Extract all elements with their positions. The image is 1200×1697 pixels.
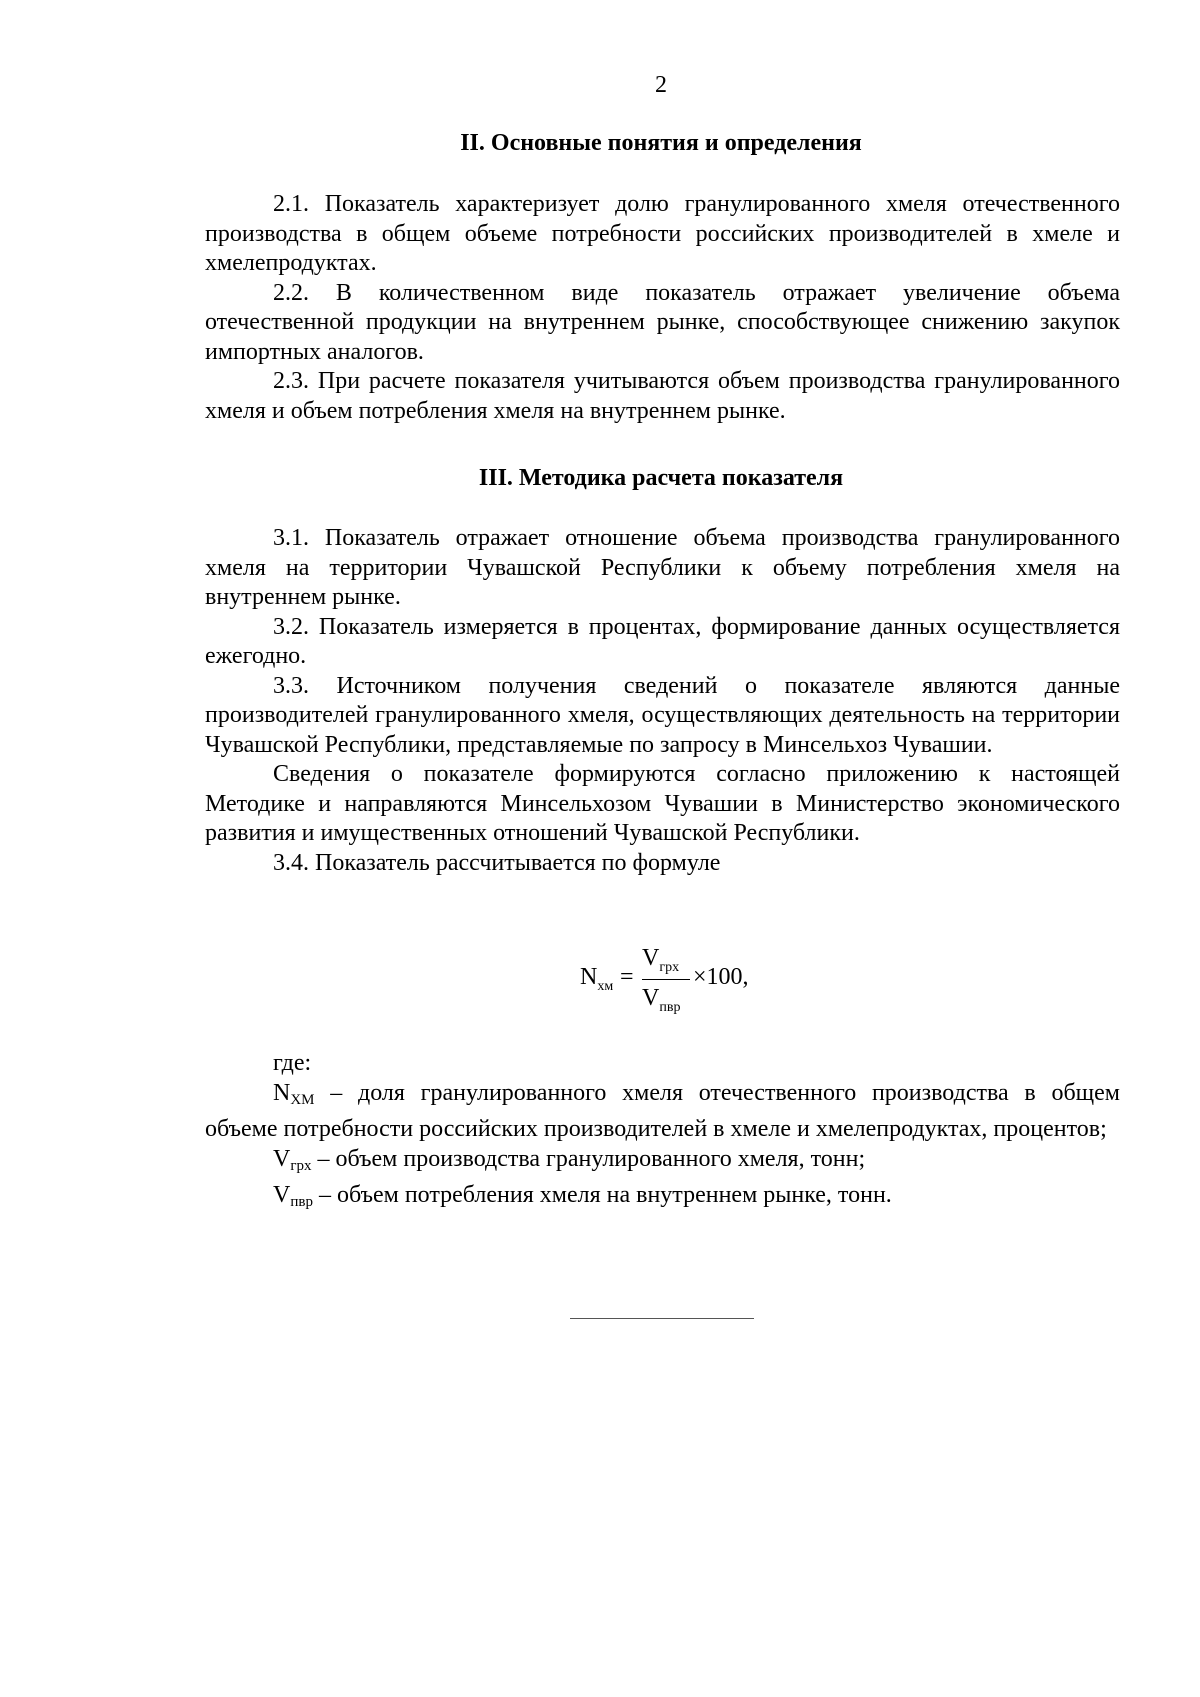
paragraph-3-2: 3.2. Показатель измеряется в процентах, формирование данных осуществляется ежегодно. — [205, 613, 1120, 669]
page-number: 2 — [655, 72, 667, 98]
formula-den-symbol: V — [642, 985, 660, 1011]
definition-subscript: ХМ — [290, 1091, 315, 1108]
definition-symbol: V — [273, 1182, 291, 1208]
formula-numerator — [642, 945, 679, 976]
definition-text: – объем производства гранулированного хмеля, тонн; — [311, 1145, 866, 1172]
formula-num-subscript: грх — [659, 960, 680, 975]
paragraph-2-3: 2.3. При расчете показателя учитываются объем производства гранулированного хмеля и объем потребления хмеля на внутреннем рынке. — [205, 368, 1120, 424]
closing-rule — [570, 1318, 754, 1319]
definitions — [205, 1049, 1120, 1218]
paragraph-2-1: 2.1. Показатель характеризует долю гранулированного хмеля отечественного производства в общем объеме потребности российских производителей в хмеле и хмелепродуктах. — [205, 191, 1120, 276]
section-3-heading: III. Методика расчета показателя — [478, 465, 844, 491]
definition-text: – объем потребления хмеля на внутреннем рынке, тонн. — [312, 1182, 892, 1208]
definition-v-grx — [205, 1145, 1120, 1182]
definitions-intro: где: — [273, 1050, 312, 1076]
definition-subscript: грх — [290, 1157, 312, 1174]
formula-lhs-symbol: N — [580, 964, 598, 990]
definition-subscript: пвр — [290, 1194, 313, 1210]
section-2-heading: II. Основные понятия и определения — [460, 130, 862, 156]
paragraph-3-3-note: Сведения о показателе формируются согласно приложению к настоящей Методике и направляются Минсельхозом Чувашии в Министерство экономического развития и имущественных отношений Чувашской Республики. — [205, 761, 1120, 846]
formula-equals: = — [620, 964, 634, 990]
definition-n-xm — [205, 1079, 1120, 1145]
formula — [580, 945, 780, 1015]
definition-symbol: V — [273, 1145, 291, 1172]
paragraph-3-1: 3.1. Показатель отражает отношение объема производства гранулированного хмеля на территории Чувашской Республики к объему потребления хмеля на внутреннем рынке. — [205, 525, 1120, 610]
section-3-body — [205, 524, 1120, 878]
paragraph-3-3: 3.3. Источником получения сведений о показателе являются данные производителей гранулированного хмеля, осуществляющих деятельность на территории Чувашской Республики, представляемые по запросу в Минсельхоз Чувашии. — [205, 672, 1120, 758]
definition-text: – доля гранулированного хмеля отечественного производства в общем объеме потребности российских производителей в хмеле и хмелепродуктах, процентов; — [205, 1079, 1120, 1142]
formula-multiplier: ×100, — [693, 964, 749, 990]
formula-den-subscript: пвр — [659, 1000, 681, 1015]
definition-v-pvr — [205, 1181, 1120, 1218]
formula-lhs-subscript: хм — [597, 979, 614, 994]
definition-symbol: N — [273, 1079, 291, 1106]
formula-lhs — [580, 964, 613, 995]
section-2-body — [205, 190, 1120, 426]
formula-num-symbol: V — [642, 945, 660, 971]
paragraph-3-4: 3.4. Показатель рассчитывается по формуле — [273, 849, 721, 876]
formula-denominator — [642, 985, 680, 1016]
fraction-bar — [642, 979, 690, 980]
paragraph-2-2: 2.2. В количественном виде показатель отражает увеличение объема отечественной продукции на внутреннем рынке, способствующее снижению закупок импортных аналогов. — [205, 279, 1120, 365]
